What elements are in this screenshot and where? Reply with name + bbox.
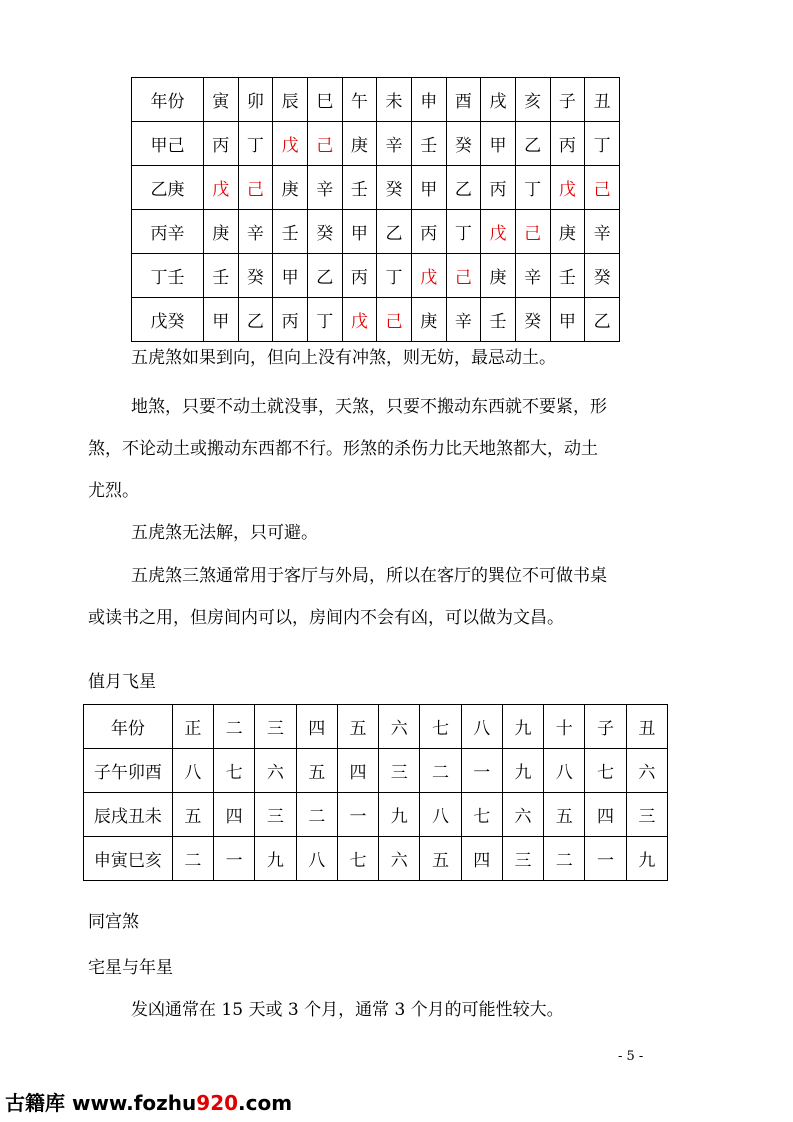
- table-cell: 癸: [377, 166, 412, 210]
- row-header-cell: 甲己: [132, 122, 204, 166]
- page-number: - 5 -: [618, 1049, 644, 1064]
- table-cell: 乙: [307, 254, 342, 298]
- table-cell: 壬: [342, 166, 377, 210]
- table-cell: 二: [214, 705, 255, 749]
- table-row: [132, 166, 620, 210]
- table-cell: 六: [502, 793, 543, 837]
- table-cell: 己: [377, 298, 412, 342]
- paragraph-earth-sha-line2: 煞，不论动土或搬动东西都不行。形煞的杀伤力比天地煞都大，动土: [88, 439, 598, 459]
- table-row: [84, 837, 668, 881]
- table-cell: 未: [377, 78, 412, 122]
- table-cell: 九: [379, 793, 420, 837]
- table-cell: 乙: [515, 122, 550, 166]
- table-cell: 甲: [273, 254, 308, 298]
- table-cell: 丁: [377, 254, 412, 298]
- table-cell: 丑: [585, 78, 620, 122]
- table-cell: 三: [502, 837, 543, 881]
- table-row: [132, 298, 620, 342]
- table-cell: 丁: [515, 166, 550, 210]
- row-header-cell: 丁壬: [132, 254, 204, 298]
- table-cell: 己: [307, 122, 342, 166]
- table-cell: 正: [172, 705, 213, 749]
- paragraph-wuhu-to-direction: 五虎煞如果到向，但向上没有冲煞，则无妨，最忌动土。: [131, 348, 556, 368]
- table-cell: 七: [214, 749, 255, 793]
- table-cell: 乙: [446, 166, 481, 210]
- table-cell: 戊: [203, 166, 238, 210]
- table-cell: 丙: [550, 122, 585, 166]
- table-cell: 申: [411, 78, 446, 122]
- watermark-suffix: .com: [238, 1091, 293, 1115]
- table-cell: 甲: [342, 210, 377, 254]
- table-row: [84, 705, 668, 749]
- table-cell: 九: [502, 705, 543, 749]
- table-cell: 一: [461, 749, 502, 793]
- row-header-cell: 戊癸: [132, 298, 204, 342]
- table-cell: 八: [544, 749, 585, 793]
- five-tiger-sha-table: [131, 77, 620, 342]
- table-cell: 三: [255, 793, 296, 837]
- table-cell: 乙: [377, 210, 412, 254]
- table-cell: 五: [420, 837, 461, 881]
- table-cell: 六: [379, 837, 420, 881]
- table-cell: 二: [296, 793, 337, 837]
- table-cell: 辛: [307, 166, 342, 210]
- watermark-number: 920: [196, 1091, 239, 1115]
- table-cell: 子: [585, 705, 626, 749]
- table-cell: 一: [585, 837, 626, 881]
- table-cell: 亥: [515, 78, 550, 122]
- table-cell: 癸: [446, 122, 481, 166]
- table-cell: 壬: [203, 254, 238, 298]
- table-cell: 九: [502, 749, 543, 793]
- table-row: [84, 793, 668, 837]
- table-cell: 己: [238, 166, 273, 210]
- table-cell: 八: [172, 749, 213, 793]
- table-cell: 丁: [446, 210, 481, 254]
- row-header-cell: 年份: [132, 78, 204, 122]
- table-cell: 庚: [203, 210, 238, 254]
- table-cell: 寅: [203, 78, 238, 122]
- row-header-cell: 辰戌丑未: [84, 793, 173, 837]
- heading-house-star-year-star: 宅星与年星: [88, 958, 173, 978]
- table-cell: 庚: [411, 298, 446, 342]
- row-header-cell: 丙辛: [132, 210, 204, 254]
- table-cell: 七: [420, 705, 461, 749]
- table-cell: 八: [461, 705, 502, 749]
- table-cell: 四: [337, 749, 378, 793]
- table-cell: 庚: [550, 210, 585, 254]
- table-cell: 乙: [585, 298, 620, 342]
- table-cell: 辛: [377, 122, 412, 166]
- table-cell: 癸: [238, 254, 273, 298]
- table-cell: 午: [342, 78, 377, 122]
- table-cell: 子: [550, 78, 585, 122]
- table-row: [132, 78, 620, 122]
- table-cell: 辰: [273, 78, 308, 122]
- heading-tonggong-sha: 同宫煞: [88, 912, 139, 932]
- table-cell: 甲: [203, 298, 238, 342]
- table-cell: 丑: [626, 705, 667, 749]
- table-cell: 乙: [238, 298, 273, 342]
- table-cell: 甲: [481, 122, 516, 166]
- table-cell: 五: [544, 793, 585, 837]
- row-header-cell: 乙庚: [132, 166, 204, 210]
- table-cell: 辛: [238, 210, 273, 254]
- table-cell: 癸: [515, 298, 550, 342]
- table-cell: 壬: [273, 210, 308, 254]
- table-cell: 五: [337, 705, 378, 749]
- table-cell: 壬: [411, 122, 446, 166]
- table-cell: 二: [544, 837, 585, 881]
- table-cell: 壬: [481, 298, 516, 342]
- table-cell: 三: [626, 793, 667, 837]
- table-cell: 三: [379, 749, 420, 793]
- site-watermark: [5, 1087, 292, 1116]
- table-cell: 二: [172, 837, 213, 881]
- table-cell: 四: [461, 837, 502, 881]
- table-cell: 五: [172, 793, 213, 837]
- table-cell: 庚: [481, 254, 516, 298]
- paragraph-living-room-line2: 或读书之用，但房间内可以，房间内不会有凶，可以做为文昌。: [88, 608, 564, 628]
- table-cell: 癸: [585, 254, 620, 298]
- paragraph-earth-sha-line3: 尤烈。: [88, 481, 139, 501]
- table-cell: 辛: [585, 210, 620, 254]
- table-cell: 己: [446, 254, 481, 298]
- table-cell: 二: [420, 749, 461, 793]
- table-cell: 丙: [273, 298, 308, 342]
- table-cell: 九: [255, 837, 296, 881]
- row-header-cell: 子午卯酉: [84, 749, 173, 793]
- table-cell: 三: [255, 705, 296, 749]
- table-row: [132, 254, 620, 298]
- table-row: [84, 749, 668, 793]
- table-cell: 丁: [238, 122, 273, 166]
- table-row: [132, 210, 620, 254]
- table-cell: 庚: [342, 122, 377, 166]
- table-cell: 丙: [411, 210, 446, 254]
- table-cell: 六: [379, 705, 420, 749]
- watermark-prefix: 古籍库 www.fozhu: [5, 1091, 197, 1115]
- table-row: [132, 122, 620, 166]
- table-cell: 戊: [411, 254, 446, 298]
- table-cell: 八: [296, 837, 337, 881]
- table-cell: 六: [626, 749, 667, 793]
- table-cell: 壬: [550, 254, 585, 298]
- table-cell: 丙: [342, 254, 377, 298]
- row-header-cell: 申寅巳亥: [84, 837, 173, 881]
- paragraph-earth-sha-line1: 地煞，只要不动土就没事，天煞，只要不搬动东西就不要紧，形: [131, 397, 607, 417]
- table-cell: 十: [544, 705, 585, 749]
- table-cell: 四: [585, 793, 626, 837]
- table-cell: 四: [296, 705, 337, 749]
- row-header-cell: 年份: [84, 705, 173, 749]
- table-cell: 甲: [550, 298, 585, 342]
- table-cell: 四: [214, 793, 255, 837]
- table-cell: 八: [420, 793, 461, 837]
- paragraph-living-room-line1: 五虎煞三煞通常用于客厅与外局，所以在客厅的巽位不可做书桌: [131, 566, 607, 586]
- monthly-flying-star-table: [83, 704, 668, 881]
- table-cell: 六: [255, 749, 296, 793]
- table-cell: 辛: [446, 298, 481, 342]
- table-cell: 癸: [307, 210, 342, 254]
- table-cell: 丙: [481, 166, 516, 210]
- table-cell: 卯: [238, 78, 273, 122]
- table-cell: 己: [585, 166, 620, 210]
- table-cell: 七: [461, 793, 502, 837]
- paragraph-no-remedy: 五虎煞无法解，只可避。: [131, 523, 318, 543]
- table-cell: 五: [296, 749, 337, 793]
- table-cell: 戊: [342, 298, 377, 342]
- table-cell: 七: [585, 749, 626, 793]
- table-cell: 己: [515, 210, 550, 254]
- table-cell: 戌: [481, 78, 516, 122]
- table-cell: 戊: [550, 166, 585, 210]
- table-cell: 甲: [411, 166, 446, 210]
- table-cell: 酉: [446, 78, 481, 122]
- table-cell: 九: [626, 837, 667, 881]
- table-cell: 戊: [481, 210, 516, 254]
- paragraph-timing: 发凶通常在 15 天或 3 个月，通常 3 个月的可能性较大。: [131, 1000, 564, 1020]
- table-cell: 丙: [203, 122, 238, 166]
- table-cell: 辛: [515, 254, 550, 298]
- table-cell: 戊: [273, 122, 308, 166]
- table-cell: 丁: [585, 122, 620, 166]
- table-cell: 庚: [273, 166, 308, 210]
- heading-monthly-flying-star: 值月飞星: [88, 672, 156, 692]
- table-cell: 巳: [307, 78, 342, 122]
- table-cell: 一: [337, 793, 378, 837]
- table-cell: 七: [337, 837, 378, 881]
- table-cell: 一: [214, 837, 255, 881]
- table-cell: 丁: [307, 298, 342, 342]
